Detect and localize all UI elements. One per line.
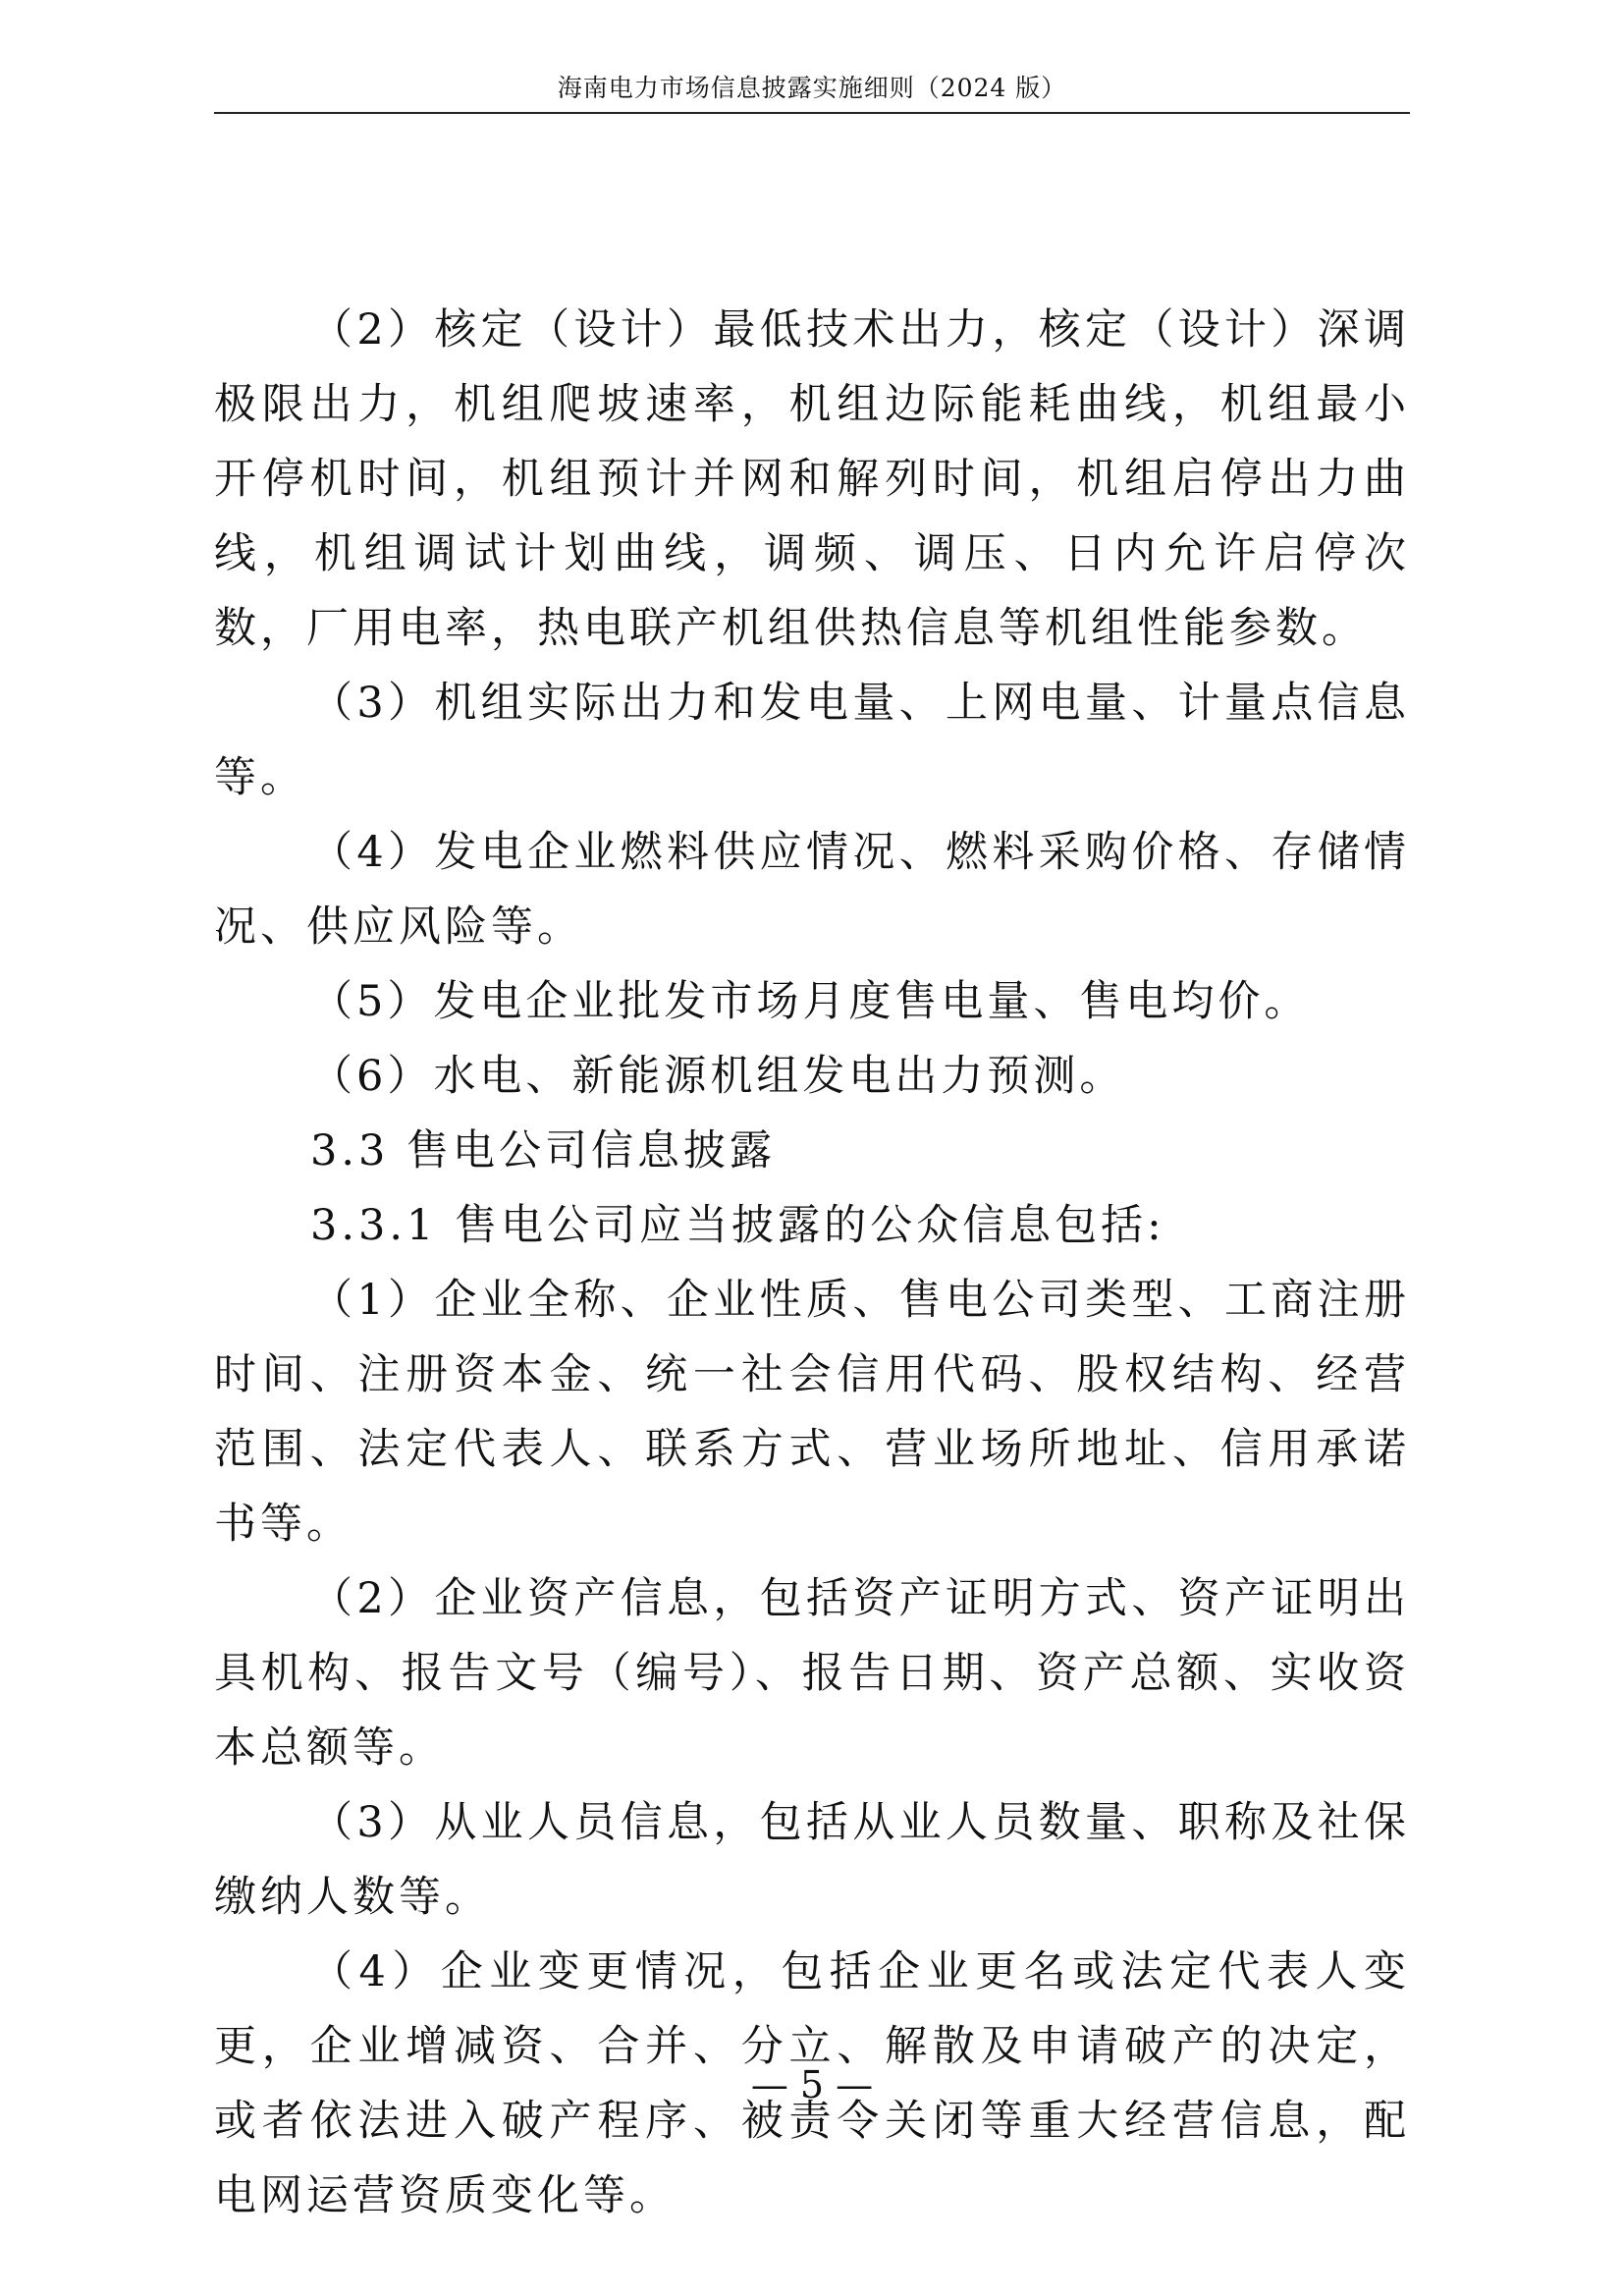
- paragraph-company-basic-info: （1）企业全称、企业性质、售电公司类型、工商注册时间、注册资本金、统一社会信用代码、股权结构、经营范围、法定代表人、联系方式、营业场所地址、信用承诺书等。: [214, 1276, 1410, 1549]
- paragraph-staff-info: （3）从业人员信息，包括从业人员数量、职称及社保缴纳人数等。: [214, 1798, 1410, 1922]
- running-header: 海南电力市场信息披露实施细则（2024 版）: [557, 74, 1067, 102]
- page-number: — 5 —: [750, 2063, 874, 2106]
- paragraph-unit-output: （3）机组实际出力和发电量、上网电量、计量点信息等。: [214, 679, 1410, 802]
- document-body: [214, 293, 1410, 2233]
- section-heading-3-3-1: 3.3.1 售电公司应当披露的公众信息包括:: [310, 1201, 1165, 1250]
- paragraph-fuel-supply: （4）发电企业燃料供应情况、燃料采购价格、存储情况、供应风险等。: [214, 828, 1410, 952]
- paragraph-company-changes: （4）企业变更情况，包括企业更名或法定代表人变更，企业增减资、合并、分立、解散及申请破产的决定，或者依法进入破产程序、被责令关闭等重大经营信息，配电网运营资质变化等。: [214, 1947, 1410, 2220]
- paragraph-unit-performance-params: （2）核定（设计）最低技术出力，核定（设计）深调极限出力，机组爬坡速率，机组边际能耗曲线，机组最小开停机时间，机组预计并网和解列时间，机组启停出力曲线，机组调试计划曲线，调频、调压、日内允许启停次数，厂用电率，热电联产机组供热信息等机组性能参数。: [214, 305, 1410, 653]
- header-divider: [214, 112, 1410, 114]
- paragraph-company-assets: （2）企业资产信息，包括资产证明方式、资产证明出具机构、报告文号（编号）、报告日期、资产总额、实收资本总额等。: [214, 1574, 1410, 1773]
- paragraph-wholesale-sales: （5）发电企业批发市场月度售电量、售电均价。: [310, 977, 1311, 1026]
- paragraph-output-forecast: （6）水电、新能源机组发电出力预测。: [310, 1052, 1126, 1101]
- section-heading-3-3: 3.3 售电公司信息披露: [310, 1126, 777, 1175]
